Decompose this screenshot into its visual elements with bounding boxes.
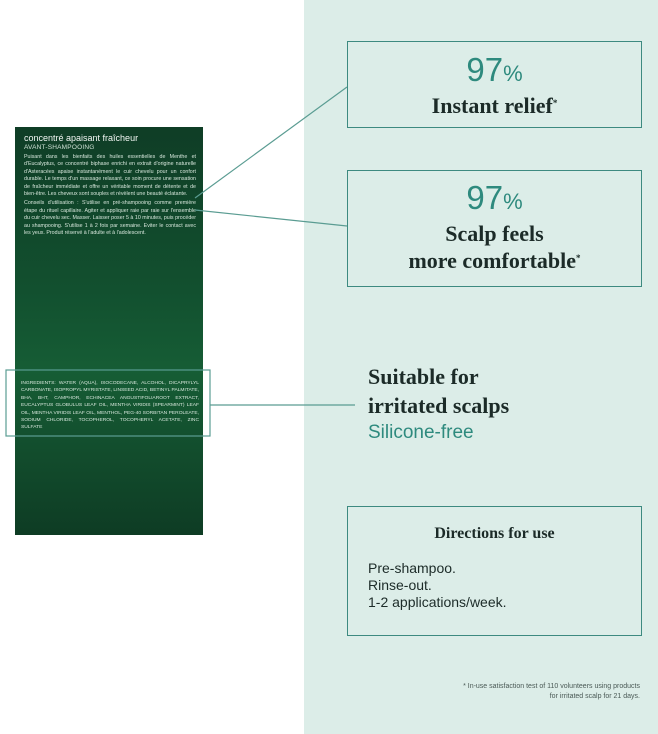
directions-title: Directions for use — [434, 525, 555, 542]
label-description: Puisant dans les bienfaits des huiles essentielles de Menthe et d'Eucalyptus, ce concentré biphase enrichi en extrait d'origine naturelle d'Asteracées apaise instantanément le cuir chevelu pour un confort durable. Le temps d'un massage relaxant, ce soin procure une sensation de fraîcheur immédiate et offre un véritable moment de détente et de bien-être. Les cheveux sont souples et révèlent une beauté éclatante. — [24, 154, 196, 198]
directions-line: Pre-shampoo. — [368, 560, 456, 576]
claim-percent: 97% — [466, 51, 523, 88]
claim-text: Instant relief* — [431, 93, 558, 118]
claim-box-scalp-comfort — [347, 170, 642, 287]
suitable-line1: Suitable for — [368, 364, 479, 389]
footnote — [463, 682, 640, 702]
silicone-free-text: Silicone-free — [368, 422, 474, 443]
label-ingredients: INGREDIENTS: WATER (AQUA), ISOCODECANE, ALCOHOL, DICAPRYLYL CARBONATE, ISOPROPYL MYRISTATE, LINSEED ACID, BETINYL PALMITATE, BHA, BHT, CAMPHOR, ECHINACEA ANGUSTIFOLIAROOT EXTRACT, EUCALYPTUS GLOBULUS LEAF OIL, MENTHA VIRIDIS (SPEARMINT) LEAF OIL, MENTHA VIRIDIS LEAF OIL, MENTHOL, PEG-40 SORBITAN PEROLEATE, SODIUM CHLORIDE, TOCOPHEROL, TOCOPHERYL ACETATE, ZINC SULFATE — [21, 381, 199, 431]
directions-box — [347, 506, 642, 636]
claim-box-instant-relief — [347, 41, 642, 128]
label-usage: Conseils d'utilisation : S'utilise en pré-shampooing comme première étape du rituel capillaire. Agiter et appliquer raie par raie sur l'ensemble du cuir chevelu sec. Masser. Laisser poser 5 à 10 minutes, puis procéder au shampooing. S'utilise 1 à 2 fois par semaine. Eviter le contact avec les yeux. Produit réservé à l'adulte et à l'adolescent. — [24, 200, 196, 237]
label-subtitle: AVANT-SHAMPOOING — [24, 144, 95, 151]
claim-text-line2: more comfortable* — [408, 248, 581, 273]
directions-line: 1-2 applications/week. — [368, 594, 507, 610]
directions-line: Rinse-out. — [368, 577, 432, 593]
suitable-line2: irritated scalps — [368, 393, 510, 418]
footnote-line2: for irritated scalp for 21 days. — [549, 693, 640, 700]
directions-list — [368, 560, 641, 611]
product-label — [15, 127, 203, 535]
label-title: concentré apaisant fraîcheur — [24, 133, 139, 143]
footnote-line1: * In-use satisfaction test of 110 volunteers using products — [463, 683, 640, 690]
suitable-block — [368, 362, 509, 445]
claim-text-line1: Scalp feels — [445, 221, 544, 246]
claim-percent: 97% — [466, 179, 523, 216]
